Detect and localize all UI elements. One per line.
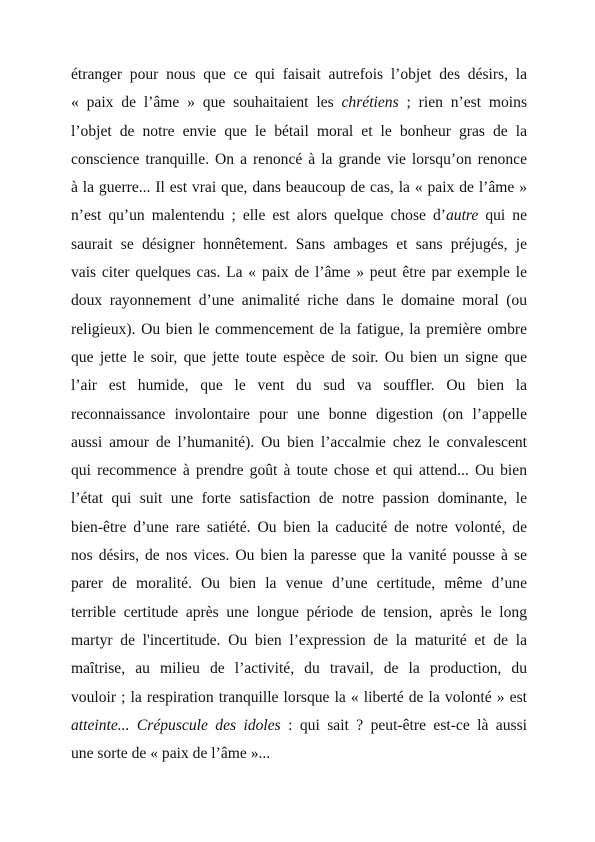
text-line bbox=[71, 372, 527, 400]
text-segment: martyr de l'incertitude. Ou bien l’expression de la maturité et de la bbox=[71, 631, 527, 649]
text-segment: maîtrise, au milieu de l’activité, du travail, de la production, du bbox=[71, 660, 527, 678]
text-line bbox=[71, 599, 527, 627]
text-segment: étranger pour nous que ce qui faisait autrefois l’objet des désirs, la bbox=[71, 66, 527, 83]
text-segment: bien-être d’une rare satiété. Ou bien la caducité de notre volonté, de bbox=[71, 518, 527, 536]
text-line bbox=[71, 231, 527, 259]
text-line bbox=[71, 514, 527, 542]
text-line bbox=[71, 542, 527, 570]
text-segment: à la guerre... Il est vrai que, dans beaucoup de cas, la « paix de l’âme » bbox=[71, 179, 527, 197]
text-line bbox=[71, 259, 527, 287]
text-segment: parer de moralité. Ou bien la venue d’une certitude, même d’une bbox=[71, 575, 527, 593]
text-segment: une sorte de « paix de l’âme »... bbox=[71, 745, 271, 763]
text-line bbox=[71, 570, 527, 598]
text-segment: vouloir ; la respiration tranquille lorsque la « liberté de la volonté » est bbox=[71, 688, 527, 706]
text-segment: l’air est humide, que le vent du sud va souffler. Ou bien la bbox=[71, 377, 527, 395]
text-segment: vais citer quelques cas. La « paix de l’âme » peut être par exemple le bbox=[71, 264, 527, 282]
text-line bbox=[71, 740, 527, 768]
text-line bbox=[71, 89, 527, 117]
text-line bbox=[71, 202, 527, 230]
italic-text: chrétiens bbox=[341, 94, 399, 112]
text-line bbox=[71, 712, 527, 740]
text-segment: : qui sait ? peut-être est-ce là aussi bbox=[280, 716, 527, 734]
text-line bbox=[71, 344, 527, 372]
text-segment: qui recommence à prendre goût à toute chose et qui attend... Ou bien bbox=[71, 462, 527, 480]
text-segment: terrible certitude après une longue période de tension, après le long bbox=[71, 603, 527, 621]
text-line bbox=[71, 627, 527, 655]
body-paragraph bbox=[71, 61, 527, 768]
text-line bbox=[71, 118, 527, 146]
text-line bbox=[71, 457, 527, 485]
italic-text: autre bbox=[445, 207, 479, 225]
text-segment: l’état qui suit une forte satisfaction de notre passion dominante, le bbox=[71, 490, 527, 508]
text-line bbox=[71, 401, 527, 429]
text-segment: religieux). Ou bien le commencement de la fatigue, la première ombre bbox=[71, 320, 527, 338]
text-segment: conscience tranquille. On a renoncé à la grande vie lorsqu’on renonce bbox=[71, 150, 527, 168]
text-segment: ; rien n’est moins bbox=[398, 94, 527, 112]
italic-text: atteinte... Crépuscule des idoles bbox=[71, 716, 281, 734]
text-line bbox=[71, 287, 527, 315]
text-segment: l’objet de notre envie que le bétail moral et le bonheur gras de la bbox=[71, 122, 527, 140]
text-segment: nos désirs, de nos vices. Ou bien la paresse que la vanité pousse à se bbox=[71, 547, 527, 565]
text-segment: n’est qu’un malentendu ; elle est alors quelque chose d’ bbox=[71, 207, 446, 225]
text-line bbox=[71, 655, 527, 683]
text-line bbox=[71, 684, 527, 712]
text-line bbox=[71, 146, 527, 174]
text-segment: aussi amour de l’humanité). Ou bien l’accalmie chez le convalescent bbox=[71, 433, 527, 451]
text-line bbox=[71, 429, 527, 457]
text-segment: reconnaissance involontaire pour une bonne digestion (on l’appelle bbox=[71, 405, 527, 423]
text-line bbox=[71, 61, 527, 89]
text-line bbox=[71, 485, 527, 513]
text-line bbox=[71, 174, 527, 202]
text-segment: saurait se désigner honnêtement. Sans ambages et sans préjugés, je bbox=[71, 235, 527, 253]
text-segment: « paix de l’âme » que souhaitaient les bbox=[71, 94, 342, 112]
text-segment: doux rayonnement d’une animalité riche dans le domaine moral (ou bbox=[71, 292, 527, 310]
text-segment: que jette le soir, que jette toute espèce de soir. Ou bien un signe que bbox=[71, 348, 527, 366]
text-line bbox=[71, 316, 527, 344]
text-segment: qui ne bbox=[478, 207, 527, 225]
